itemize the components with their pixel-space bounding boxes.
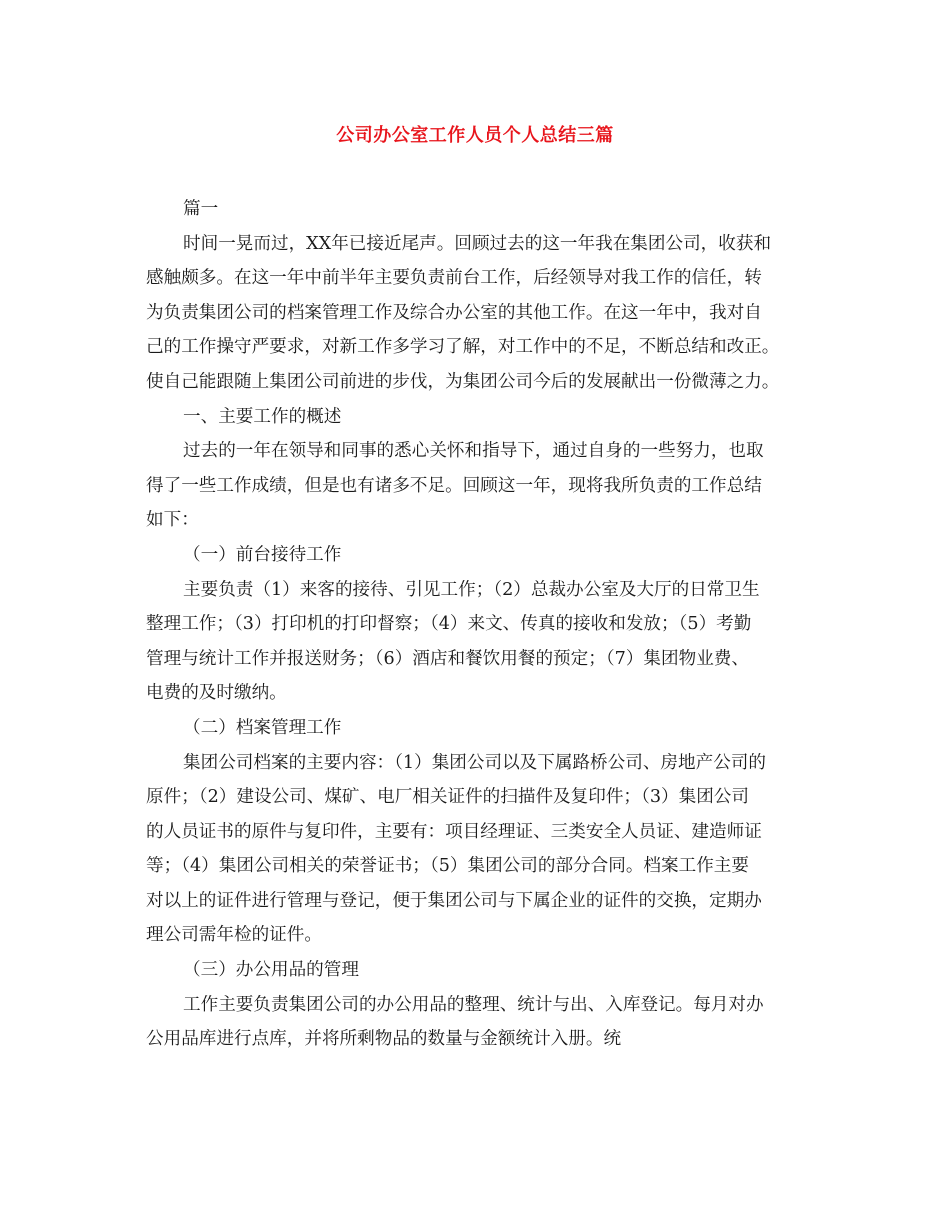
paragraph-line: 己的工作操守严要求，对新工作多学习了解，对工作中的不足，不断总结和改正。	[146, 337, 780, 358]
paragraph-line: （二）档案管理工作	[183, 717, 342, 738]
paragraph-line: 原件；（2）建设公司、煤矿、电厂相关证件的扫描件及复印件；（3）集团公司	[146, 787, 749, 808]
paragraph-line: 电费的及时缴纳。	[146, 683, 287, 704]
paragraph-line: 工作主要负责集团公司的办公用品的整理、统计与出、入库登记。每月对办	[183, 994, 764, 1015]
paragraph-line: 一、主要工作的概述	[183, 406, 342, 427]
document-title: 公司办公室工作人员个人总结三篇	[336, 125, 614, 146]
paragraph-line: 公用品库进行点库，并将所剩物品的数量与金额统计入册。统	[146, 1029, 622, 1050]
paragraph-line: 篇一	[183, 199, 219, 219]
paragraph-line: 过去的一年在领导和同事的悉心关怀和指导下，通过自身的一些努力，也取	[183, 441, 764, 462]
paragraph-line: 整理工作；（3）打印机的打印督察；（4）来文、传真的接收和发放；（5）考勤	[146, 614, 752, 635]
document-body	[146, 192, 811, 1057]
paragraph-line: 的人员证书的原件与复印件，主要有：项目经理证、三类安全人员证、建造师证	[146, 821, 762, 842]
paragraph-line: 为负责集团公司的档案管理工作及综合办公室的其他工作。在这一年中，我对自	[146, 302, 762, 323]
paragraph-line: 理公司需年检的证件。	[146, 925, 322, 946]
paragraph-line: 使自己能跟随上集团公司前进的步伐，为集团公司今后的发展献出一份微薄之力。	[146, 371, 780, 392]
paragraph-line: 等；（4）集团公司相关的荣誉证书；（5）集团公司的部分合同。档案工作主要	[146, 856, 749, 877]
paragraph-line: 主要负责（1）来客的接待、引见工作；（2）总裁办公室及大厅的日常卫生	[183, 579, 760, 600]
paragraph-line: （三）办公用品的管理	[183, 960, 359, 981]
paragraph-line: 集团公司档案的主要内容：（1）集团公司以及下属路桥公司、房地产公司的	[183, 752, 766, 773]
paragraph-line: 感触颇多。在这一年中前半年主要负责前台工作，后经领导对我工作的信任，转	[146, 268, 762, 289]
paragraph-line: 管理与统计工作并报送财务；（6）酒店和餐饮用餐的预定；（7）集团物业费、	[146, 648, 749, 669]
paragraph-line: 如下：	[146, 510, 199, 531]
paragraph-line: 时间一晃而过，XX年已接近尾声。回顾过去的这一年我在集团公司，收获和	[183, 233, 772, 254]
paragraph-line: （一）前台接待工作	[183, 544, 342, 565]
paragraph-line: 对以上的证件进行管理与登记，便于集团公司与下属企业的证件的交换，定期办	[146, 890, 762, 911]
paragraph-line: 得了一些工作成绩，但是也有诸多不足。回顾这一年，现将我所负责的工作总结	[146, 475, 762, 496]
